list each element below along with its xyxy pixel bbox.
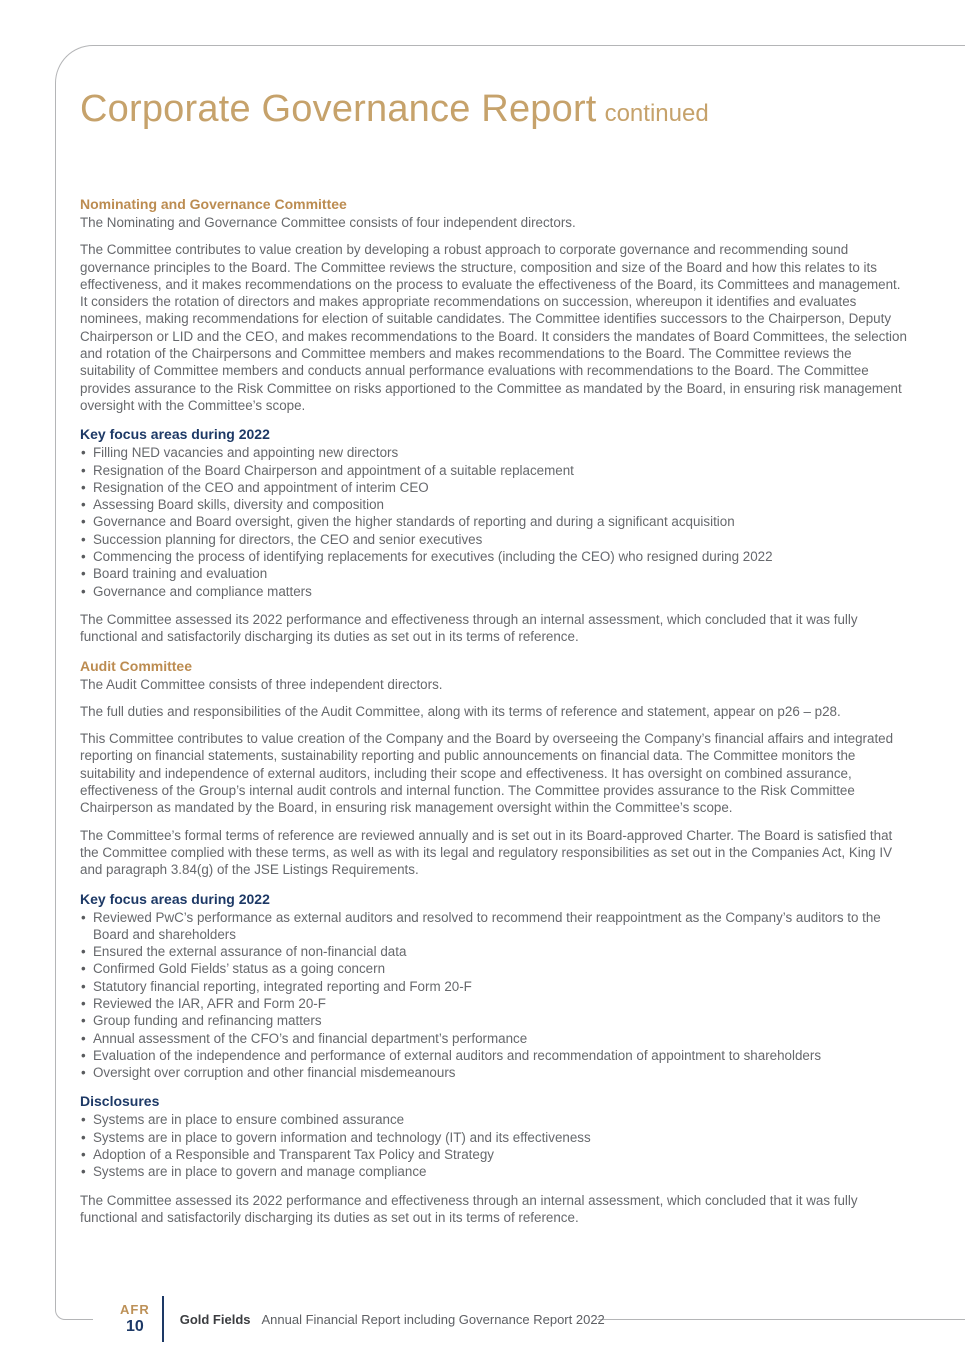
- bullet-item: • Board training and evaluation: [80, 565, 907, 582]
- page-footer: [120, 1293, 605, 1345]
- bullet-item: • Governance and Board oversight, given the higher standards of reporting and during a significant acquisition: [80, 513, 907, 530]
- page-id-block: [120, 1302, 150, 1336]
- footer-divider: [162, 1296, 164, 1342]
- paragraph: The Audit Committee consists of three independent directors.: [80, 676, 443, 692]
- paragraph: The Committee contributes to value creation by developing a robust approach to corporate governance and recommending sound governance principles to the Board. The Committee reviews the structure, composition and size of the Board and how this relates to its effectiveness, and it makes recommendations on the process to evaluate the effectiveness of the Board, its Committees and management. It considers the rotation of directors and makes appropriate recommendations on succession, whereupon it identifies and evaluates nominees, making recommendations for election of suitable candidates. The Committee identifies successors to the Chairperson, Deputy Chairperson or LID and the CEO, and makes recommendations to the Board. It considers the mandates of Board Committees, the selection and rotation of the Chairpersons and Committee members and makes recommendations to the Board. The Committee reviews the suitability of Committee members and conducts annual performance evaluations with recommendations to the Board. The Committee provides assurance to the Risk Committee on risks apportioned to the Committee as mandated by the Board, in ensuring risk management oversight with the Committee’s scope.: [80, 242, 907, 413]
- bullet-item: • Commencing the process of identifying replacements for executives (including the CEO) who resigned during 2022: [80, 548, 907, 565]
- bullet-list: [80, 1111, 907, 1180]
- bullet-item: • Reviewed the IAR, AFR and Form 20-F: [80, 995, 907, 1012]
- content: [80, 196, 907, 1236]
- page-number: 10: [125, 1318, 144, 1335]
- bullet-list: [80, 909, 907, 1082]
- bullet-item: • Resignation of the Board Chairperson and appointment of a suitable replacement: [80, 462, 907, 479]
- footer-company: Gold Fields: [179, 1311, 251, 1327]
- bullet-item: • Systems are in place to govern information and technology (IT) and its effectiveness: [80, 1129, 907, 1146]
- bullet-item: • Oversight over corruption and other financial misdemeanours: [80, 1064, 907, 1081]
- bullet-item: • Systems are in place to govern and manage compliance: [80, 1163, 907, 1180]
- section-heading: Nominating and Governance Committee: [80, 196, 347, 212]
- section-heading: Key focus areas during 2022: [80, 890, 270, 907]
- bullet-item: • Governance and compliance matters: [80, 583, 907, 600]
- bullet-item: • Ensured the external assurance of non-financial data: [80, 943, 907, 960]
- bullet-list: [80, 444, 907, 600]
- paragraph: The Committee’s formal terms of reference are reviewed annually and is set out in its Board-approved Charter. The Board is satisfied that the Committee complied with these terms, as well as with its legal and regulatory responsibilities as set out in the Companies Act, King IV and paragraph 3.84(g) of the JSE Listings Requirements.: [80, 827, 893, 878]
- section-heading: Key focus areas during 2022: [80, 426, 270, 443]
- paragraph: The Committee assessed its 2022 performance and effectiveness through an internal assessment, which concluded that it was fully functional and satisfactorily discharging its duties as set out in its terms of reference.: [80, 1192, 858, 1225]
- bullet-item: • Reviewed PwC’s performance as external auditors and resolved to recommend their reappointment as the Company’s auditors to the Board and shareholders: [80, 909, 907, 944]
- report-code: AFR: [120, 1302, 150, 1317]
- page-title-suffix: continued: [604, 100, 709, 127]
- bullet-item: • Systems are in place to ensure combined assurance: [80, 1111, 907, 1128]
- footer-report-title: Annual Financial Report including Governance Report 2022: [261, 1311, 605, 1327]
- page-title: Corporate Governance Report: [80, 88, 597, 130]
- section-heading: Audit Committee: [80, 657, 192, 674]
- bullet-item: • Filling NED vacancies and appointing new directors: [80, 444, 907, 461]
- section-heading: Disclosures: [80, 1093, 160, 1110]
- page-title-row: [80, 88, 709, 130]
- paragraph: This Committee contributes to value creation of the Company and the Board by overseeing the Company’s financial affairs and integrated reporting on financial statements, sustainability reporting and public announcements on financial data. The Committee monitors the suitability and independence of external auditors, including their scope and effectiveness. It has oversight on combined assurance, effectiveness of the Group’s internal audit controls and internal function. The Committee provides assurance to the Risk Committee Chairperson as mandated by the Board, in ensuring risk management oversight within the Committee’s scope.: [80, 731, 894, 816]
- bullet-item: • Succession planning for directors, the CEO and senior executives: [80, 531, 907, 548]
- paragraph: The Committee assessed its 2022 performance and effectiveness through an internal assessment, which concluded that it was fully functional and satisfactorily discharging its duties as set out in its terms of reference.: [80, 611, 858, 645]
- bullet-item: • Confirmed Gold Fields’ status as a going concern: [80, 960, 907, 977]
- paragraph: The full duties and responsibilities of the Audit Committee, along with its terms of reference and statement, appear on p26 – p28.: [80, 703, 841, 719]
- bullet-item: • Resignation of the CEO and appointment of interim CEO: [80, 479, 907, 496]
- bullet-item: • Statutory financial reporting, integrated reporting and Form 20-F: [80, 978, 907, 995]
- bullet-item: • Adoption of a Responsible and Transparent Tax Policy and Strategy: [80, 1146, 907, 1163]
- paragraph: The Nominating and Governance Committee consists of four independent directors.: [80, 215, 576, 230]
- bullet-item: • Evaluation of the independence and performance of external auditors and recommendation of appointment to shareholders: [80, 1047, 907, 1064]
- bullet-item: • Assessing Board skills, diversity and composition: [80, 496, 907, 513]
- bullet-item: • Group funding and refinancing matters: [80, 1012, 907, 1029]
- bullet-item: • Annual assessment of the CFO’s and financial department’s performance: [80, 1030, 907, 1047]
